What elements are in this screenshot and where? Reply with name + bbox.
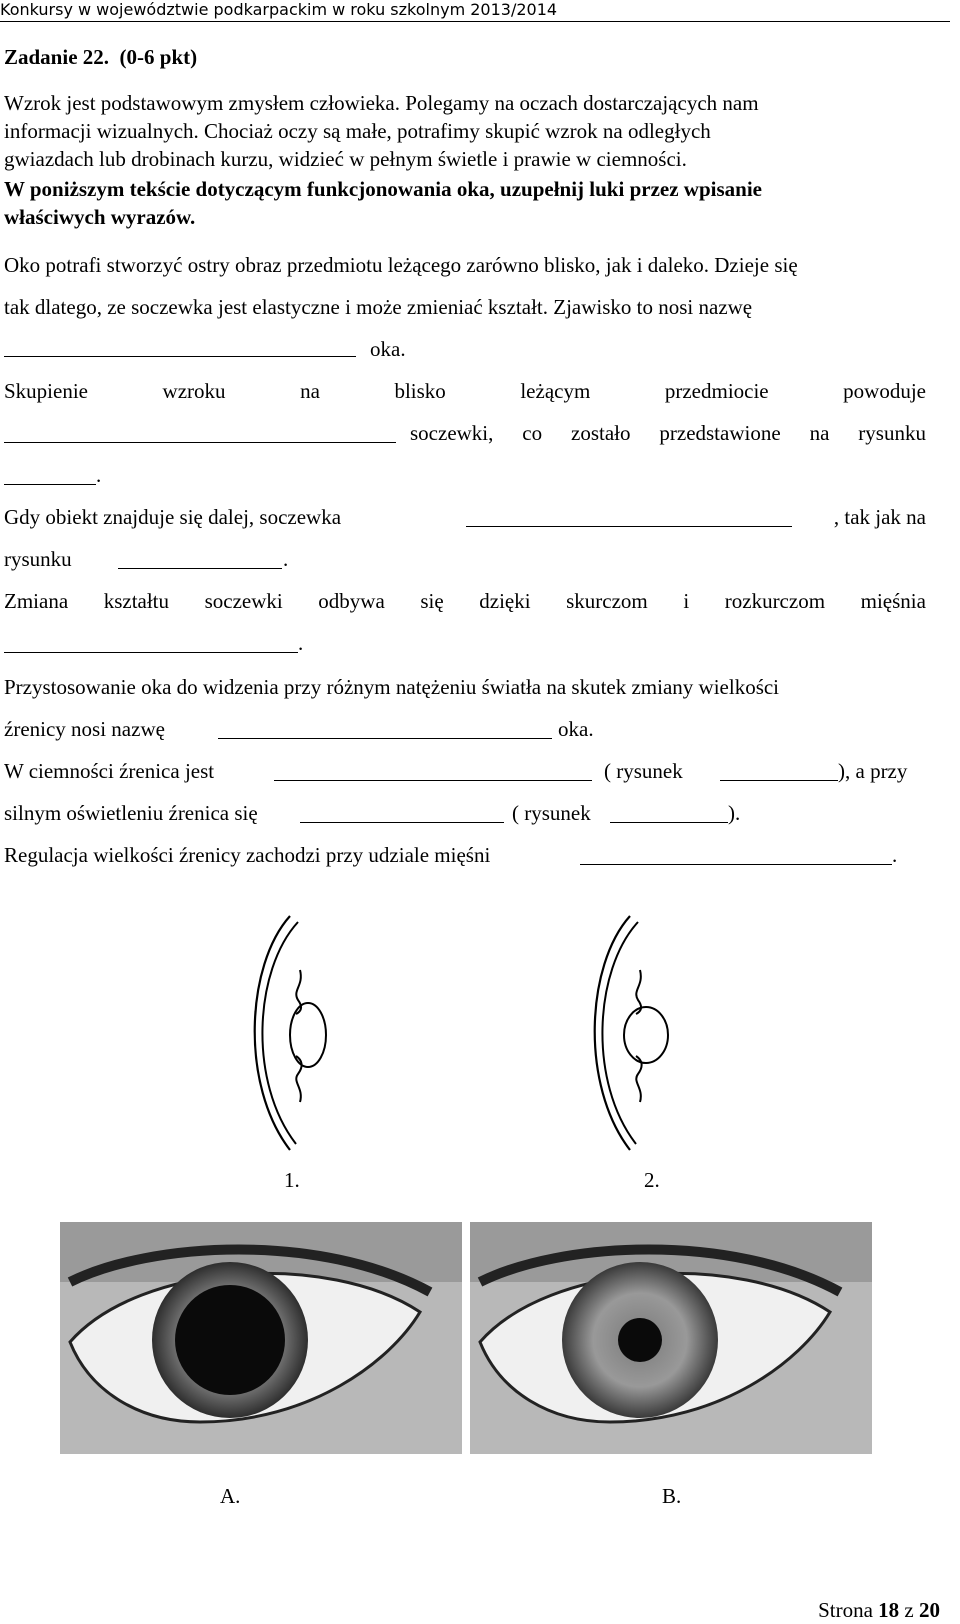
blank-lens-far[interactable] — [466, 526, 792, 527]
footer-mid: z — [904, 1598, 914, 1622]
cloze-line-14-c: ). — [728, 801, 741, 825]
word: blisko — [394, 379, 446, 403]
word: powoduje — [843, 379, 926, 403]
cloze-line-15-end: . — [892, 843, 898, 867]
word: leżącym — [520, 379, 591, 403]
page-footer — [818, 1598, 940, 1623]
cloze-line-1: Oko potrafi stworzyć ostry obraz przedmiotu leżącego zarówno blisko, jak i daleko. Dzieje się — [4, 253, 798, 277]
word: dzięki — [479, 589, 531, 613]
intro-line-3: gwiazdach lub drobinach kurzu, widzieć w pełnym świetle i prawie w ciemności. — [4, 147, 687, 171]
word: soczewki — [204, 589, 283, 613]
word: mięśnia — [860, 589, 926, 613]
word: odbywa — [318, 589, 385, 613]
lens-thick — [290, 1003, 326, 1067]
pupil-b — [618, 1318, 662, 1362]
cloze-line-6-end: . — [96, 463, 102, 487]
blank-pupil-light[interactable] — [300, 822, 504, 823]
blank-iris-muscles[interactable] — [580, 864, 892, 865]
task-title — [4, 44, 197, 70]
eye-photo-a — [60, 1222, 462, 1454]
cloze-line-15: Regulacja wielkości źrenicy zachodzi przy udziale mięśni — [4, 843, 491, 867]
word: na — [809, 421, 830, 445]
cloze-line-12-b: oka. — [558, 717, 594, 741]
cloze-line-4 — [4, 378, 926, 404]
word: kształtu — [103, 589, 170, 613]
eye-photos — [60, 1222, 872, 1454]
blank-adaptation[interactable] — [218, 738, 552, 739]
cloze-line-8-b: . — [283, 547, 289, 571]
cloze-line-13-c: ), a przy — [838, 759, 908, 783]
lens-diagram-1 — [220, 910, 360, 1160]
word: się — [420, 589, 444, 613]
cloze-line-14-a: silnym oświetleniu źrenica się — [4, 801, 258, 825]
word: Skupienie — [4, 379, 88, 403]
cloze-line-13-b: ( rysunek — [604, 759, 683, 783]
eye-photo-b-label: B. — [662, 1484, 682, 1508]
footer-prefix: Strona — [818, 1598, 873, 1622]
lens-flat — [624, 1007, 668, 1063]
blank-figure-dark[interactable] — [720, 780, 838, 781]
blank-figure-near[interactable] — [4, 484, 96, 485]
intro-line-2: informacji wizualnych. Chociaż oczy są małe, potrafimy skupić wzrok na odległych — [4, 119, 711, 143]
word: skurczom — [566, 589, 648, 613]
lens-figure-1-label: 1. — [284, 1168, 300, 1192]
eye-photo-b — [470, 1222, 872, 1454]
cloze-line-10-end: . — [298, 631, 304, 655]
blank-pupil-dark[interactable] — [274, 780, 592, 781]
blank-figure-light[interactable] — [610, 822, 728, 823]
cloze-line-12-a: źrenicy nosi nazwę — [4, 717, 165, 741]
cloze-line-5 — [410, 420, 926, 446]
word: rozkurczom — [724, 589, 826, 613]
word: wzroku — [162, 379, 226, 403]
cloze-line-14-b: ( rysunek — [512, 801, 591, 825]
cloze-line-7-a: Gdy obiekt znajduje się dalej, soczewka — [4, 505, 342, 529]
cloze-line-2: tak dlatego, ze soczewka jest elastyczne i może zmieniać kształt. Zjawisko to nosi nazwę — [4, 295, 753, 319]
footer-total-pages: 20 — [919, 1598, 940, 1622]
cornea-outer — [255, 916, 290, 1150]
blank-muscle[interactable] — [4, 652, 298, 653]
instruction-line-1: W poniższym tekście dotyczącym funkcjonowania oka, uzupełnij luki przez wpisanie — [4, 177, 762, 201]
word: przedmiocie — [664, 379, 769, 403]
word: co — [522, 421, 543, 445]
task-points: (0-6 pkt) — [119, 45, 198, 69]
blank-lens-change[interactable] — [4, 442, 396, 443]
lens-figure-2-label: 2. — [644, 1168, 660, 1192]
header-rule — [0, 21, 950, 22]
intro-line-1: Wzrok jest podstawowym zmysłem człowieka. Polegamy na oczach dostarczających nam — [4, 91, 759, 115]
footer-page-number: 18 — [878, 1598, 900, 1622]
word: Zmiana — [4, 589, 69, 613]
pupil-a — [175, 1285, 285, 1395]
word: rysunku — [858, 421, 926, 445]
word: soczewki, — [410, 421, 494, 445]
word: przedstawione — [659, 421, 781, 445]
lens-diagram-2 — [560, 910, 700, 1160]
cloze-line-3-end: oka. — [370, 337, 406, 361]
cloze-line-13-a: W ciemności źrenica jest — [4, 759, 215, 783]
eye-photo-a-label: A. — [220, 1484, 241, 1508]
blank-figure-far[interactable] — [118, 568, 282, 569]
cloze-line-7-b: , tak jak na — [833, 505, 926, 529]
instruction-line-2: właściwych wyrazów. — [4, 205, 196, 229]
cloze-line-8-a: rysunku — [4, 547, 72, 571]
cloze-line-9 — [4, 588, 926, 614]
task-number: Zadanie 22. — [4, 45, 110, 69]
word: na — [300, 379, 320, 403]
page-header: Konkursy w województwie podkarpackim w roku szkolnym 2013/2014 — [0, 0, 558, 19]
word: i — [683, 589, 690, 613]
word: zostało — [571, 421, 631, 445]
cloze-line-11: Przystosowanie oka do widzenia przy różnym natężeniu światła na skutek zmiany wielkości — [4, 675, 780, 699]
blank-accommodation[interactable] — [4, 356, 356, 357]
